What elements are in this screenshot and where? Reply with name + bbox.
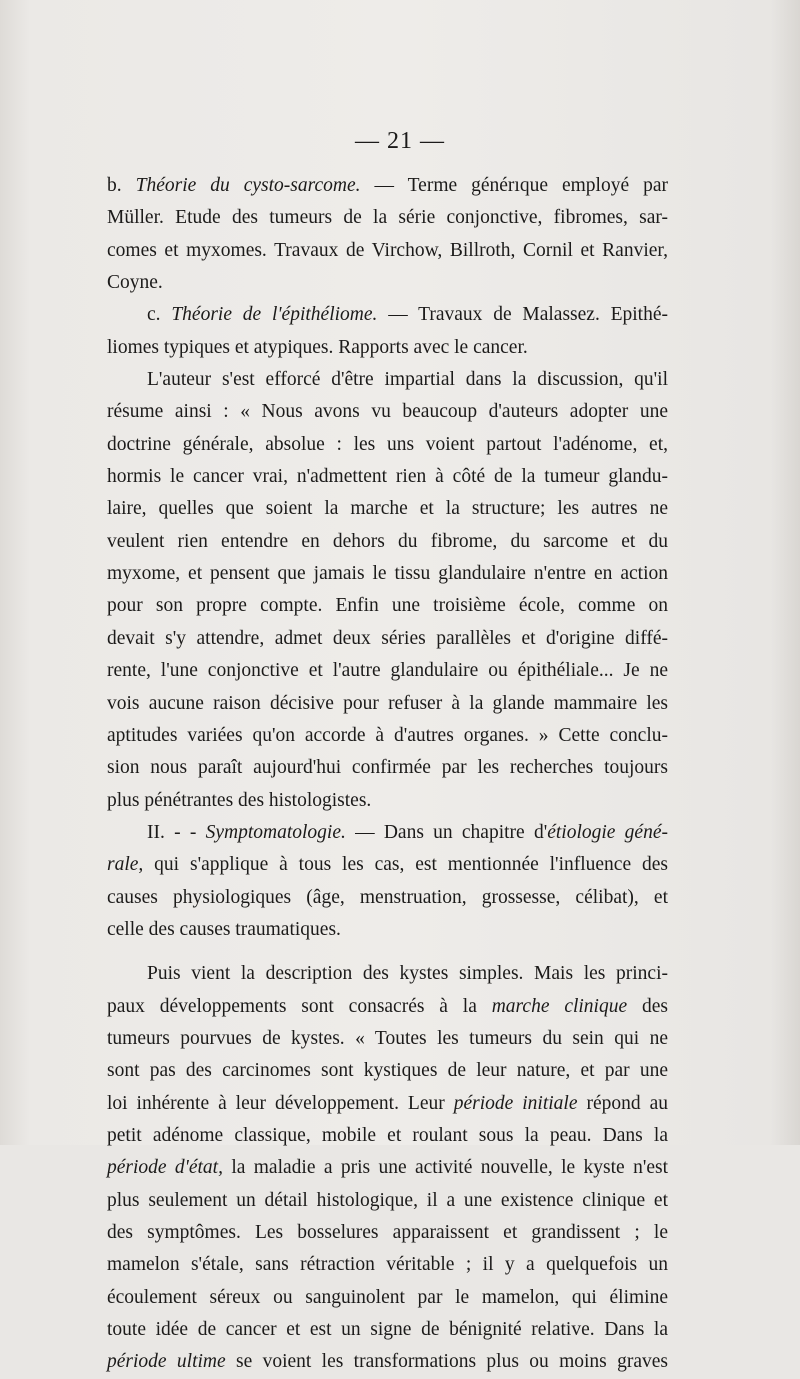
italic-text: rale, <box>107 854 144 876</box>
text-run: petit adénome classique, mobile et roulant sous la peau. Dans la <box>107 1124 668 1146</box>
italic-text: Théorie du cysto-sarcome. <box>135 175 361 196</box>
text-run: aptitudes variées qu'on accorde à d'autres organes. » Cette conclu- <box>107 724 668 746</box>
text-run: sont pas des carcinomes sont kystiques de leur nature, et par une <box>107 1060 668 1082</box>
text-line <box>107 332 668 364</box>
text-line <box>107 1346 668 1378</box>
text-line <box>107 364 668 396</box>
text-run: devait s'y attendre, admet deux séries parallèles et d'origine diffé- <box>107 627 668 649</box>
page-number: — 21 — <box>355 128 445 154</box>
text-line <box>107 1249 668 1281</box>
text-line <box>107 202 668 234</box>
text-run: d' <box>533 821 548 843</box>
text-line <box>107 493 668 525</box>
text-line <box>107 396 668 428</box>
text-line <box>107 958 668 990</box>
text-line <box>107 1120 668 1152</box>
text-run: sion nous paraît aujourd'hui confirmée par les recherches toujours <box>107 757 668 779</box>
text-line <box>107 526 668 558</box>
text-run: plus pénétrantes des histologistes. <box>107 789 372 811</box>
text-run: répond au <box>577 1092 668 1114</box>
text-run: Müller. Etude des tumeurs de la série conjonctive, fibromes, sar- <box>107 207 668 229</box>
text-line <box>107 785 668 817</box>
text-run: causes physiologiques (âge, menstruation, grossesse, célibat), et <box>107 886 668 908</box>
text-run: résume ainsi : « Nous avons vu beaucoup d'auteurs adopter une <box>107 401 668 423</box>
text-run: Puis vient la description des kystes simples. Mais les princi- <box>147 963 668 985</box>
text-run: des symptômes. Les bosselures apparaissent et grandissent ; le <box>107 1222 668 1243</box>
text-line <box>107 558 668 590</box>
text-run: se voient les transformations plus ou moins graves <box>225 1351 668 1373</box>
italic-text: marche clinique <box>491 995 628 1017</box>
text-line <box>107 655 668 687</box>
text-run: — Travaux de Malassez. Epithé- <box>377 304 668 326</box>
italic-text: période initiale <box>453 1092 578 1114</box>
body-text <box>107 170 668 1379</box>
italic-text: Symptomatologie. <box>205 821 346 843</box>
text-line <box>107 688 668 720</box>
text-line <box>107 1152 668 1184</box>
text-run: vois aucune raison décisive pour refuser à la glande mammaire les <box>107 692 668 714</box>
text-line <box>107 461 668 493</box>
text-line <box>107 1088 668 1120</box>
text-line <box>107 170 668 202</box>
text-run: myxome, et pensent que jamais le tissu glandulaire n'entre en action <box>107 563 668 585</box>
italic-text: période d'état, <box>107 1157 223 1179</box>
text-run: liomes typiques et atypiques. Rapports avec le cancer. <box>107 336 528 358</box>
text-line <box>107 1185 668 1217</box>
text-line <box>107 1314 668 1346</box>
text-run: hormis le cancer vrai, n'admettent rien à côté de la tumeur glandu- <box>107 466 668 488</box>
text-line <box>107 299 668 331</box>
text-line <box>107 590 668 622</box>
text-run: II. - - <box>147 821 206 843</box>
text-run: pour son propre compte. Enfin une troisième école, comme on <box>107 595 668 617</box>
text-run: la maladie a pris une activité nouvelle, le kyste n'est <box>222 1157 668 1179</box>
text-run: paux développements sont consacrés à la <box>107 995 492 1017</box>
text-line <box>107 991 668 1023</box>
italic-text: période ultime <box>107 1351 226 1373</box>
text-line <box>107 1282 668 1314</box>
text-line <box>107 267 668 299</box>
text-line <box>107 817 668 849</box>
text-line <box>107 752 668 784</box>
text-run: loi inhérente à leur développement. Leur <box>107 1092 454 1114</box>
text-run: des <box>627 995 668 1017</box>
text-line <box>107 429 668 461</box>
text-run: Coyne. <box>107 272 163 294</box>
text-run: celle des causes traumatiques. <box>107 918 341 940</box>
text-line <box>107 1023 668 1055</box>
text-line <box>107 882 668 914</box>
text-line <box>107 1217 668 1249</box>
text-run: L'auteur s'est efforcé d'être impartial dans la discussion, qu'il <box>147 369 668 391</box>
text-run: mamelon s'étale, sans rétraction véritable ; il y a quelquefois un <box>107 1254 668 1276</box>
text-run: b. <box>107 175 136 196</box>
text-line <box>107 623 668 655</box>
text-line <box>107 914 668 946</box>
text-run: veulent rien entendre en dehors du fibrome, du sarcome et du <box>107 530 668 552</box>
text-line <box>107 720 668 752</box>
text-run: écoulement séreux ou sanguinolent par le mamelon, qui élimine <box>107 1286 668 1308</box>
text-run: doctrine générale, absolue : les uns voient partout l'adénome, et, <box>107 433 668 455</box>
text-run: — Dans un chapitre <box>345 821 534 843</box>
text-run: tumeurs pourvues de kystes. « Toutes les tumeurs du sein qui ne <box>107 1027 668 1049</box>
text-run: c. <box>147 304 172 326</box>
italic-text: étiologie géné- <box>547 821 668 843</box>
text-line <box>107 849 668 881</box>
text-run: plus seulement un détail histologique, il a une existence clinique et <box>107 1189 668 1211</box>
text-run: laire, quelles que soient la marche et la structure; les autres ne <box>107 498 668 520</box>
text-line <box>107 1055 668 1087</box>
text-run: comes et myxomes. Travaux de Virchow, Billroth, Cornil et Ranvier, <box>107 239 668 261</box>
text-run: toute idée de cancer et est un signe de bénignité relative. Dans la <box>107 1319 668 1341</box>
text-run: qui s'applique à tous les cas, est mentionnée l'influence des <box>143 854 668 876</box>
text-run: rente, l'une conjonctive et l'autre glandulaire ou épithéliale... Je ne <box>107 660 668 682</box>
text-line <box>107 235 668 267</box>
italic-text: Théorie de l'épithéliome. <box>171 304 378 326</box>
text-run: — Terme générıque employé par <box>360 175 668 196</box>
